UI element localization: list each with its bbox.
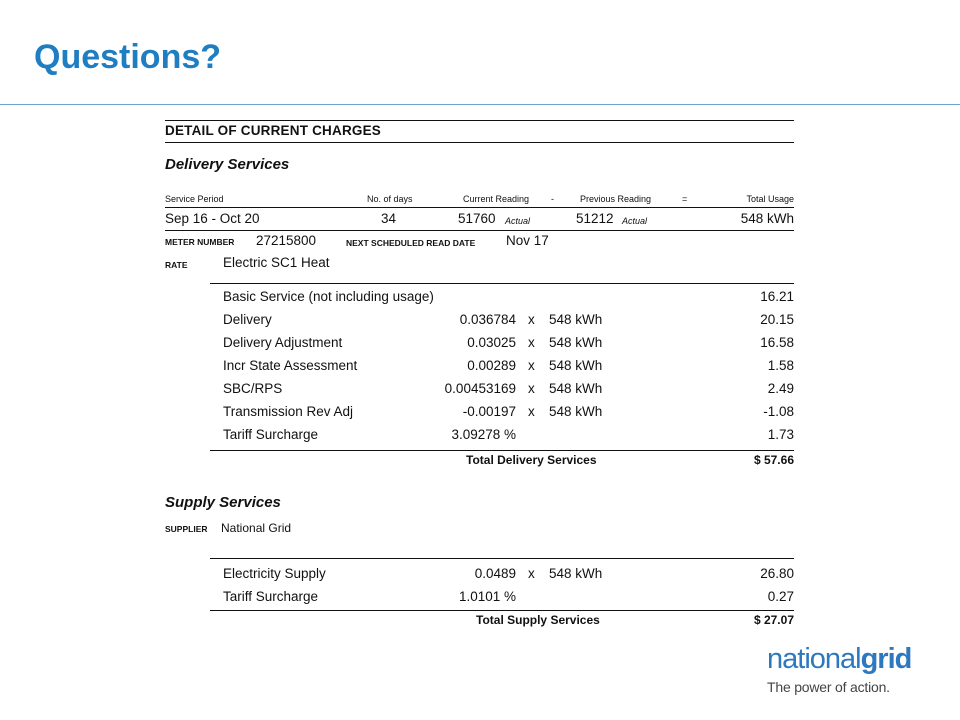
col-service-period: Service Period xyxy=(165,194,224,204)
column-header-rule xyxy=(165,207,794,208)
charge-description: Tariff Surcharge xyxy=(223,427,319,442)
charge-row xyxy=(210,335,794,357)
charge-amount: -1.08 xyxy=(763,404,794,419)
charge-quantity: 548 kWh xyxy=(549,358,603,373)
period-rule xyxy=(165,230,794,231)
supply-total-value: $ 27.07 xyxy=(753,613,794,627)
col-days: No. of days xyxy=(367,194,413,204)
charge-multiplier: x xyxy=(528,566,535,581)
next-read-value: Nov 17 xyxy=(506,233,549,248)
charge-rate: 1.0101 % xyxy=(458,589,516,604)
charge-multiplier: x xyxy=(528,312,535,327)
charge-rate: 0.036784 xyxy=(459,312,516,327)
delivery-section-title: Delivery Services xyxy=(165,156,290,173)
previous-reading-value: 51212 xyxy=(576,211,614,226)
rate-label: RATE xyxy=(165,260,188,270)
supplier-value: National Grid xyxy=(221,521,292,535)
delivery-total-value: $ 57.66 xyxy=(753,453,794,467)
supply-total-label: Total Supply Services xyxy=(476,613,600,627)
delivery-charges-rule-top xyxy=(210,283,794,284)
charge-description: Transmission Rev Adj xyxy=(223,404,354,419)
current-reading-type: Actual xyxy=(505,216,531,226)
charge-amount: 26.80 xyxy=(760,566,794,581)
charge-description: Basic Service (not including usage) xyxy=(223,289,434,304)
charge-amount: 1.58 xyxy=(767,358,794,373)
logo-word-bold: grid xyxy=(860,643,912,675)
next-read-label: NEXT SCHEDULED READ DATE xyxy=(346,238,476,248)
col-current-reading: Current Reading xyxy=(463,194,530,204)
charge-row xyxy=(210,312,794,334)
delivery-charges-rule-bottom xyxy=(210,450,794,451)
bill-header: DETAIL OF CURRENT CHARGES xyxy=(165,123,382,138)
current-reading-value: 51760 xyxy=(458,211,496,226)
header-rule-bottom xyxy=(165,142,794,143)
supply-section-title: Supply Services xyxy=(165,494,281,511)
charge-amount: 1.73 xyxy=(767,427,794,442)
charge-quantity: 548 kWh xyxy=(549,404,603,419)
charge-amount: 16.21 xyxy=(760,289,794,304)
charge-quantity: 548 kWh xyxy=(549,566,603,581)
charge-multiplier: x xyxy=(528,335,535,350)
meter-number-label: METER NUMBER xyxy=(165,237,235,247)
charge-description: Incr State Assessment xyxy=(223,358,358,373)
charge-row xyxy=(210,404,794,426)
charge-amount: 2.49 xyxy=(767,381,794,396)
supplier-label: SUPPLIER xyxy=(165,524,208,534)
logo-tagline: The power of action. xyxy=(767,679,890,695)
title-divider xyxy=(0,104,960,105)
national-grid-logo xyxy=(767,645,937,695)
charge-description: SBC/RPS xyxy=(223,381,283,396)
col-previous-reading: Previous Reading xyxy=(580,194,652,204)
number-of-days: 34 xyxy=(381,211,397,226)
charge-rate: -0.00197 xyxy=(462,404,516,419)
page-title: Questions? xyxy=(34,38,222,76)
charge-amount: 20.15 xyxy=(760,312,794,327)
charge-quantity: 548 kWh xyxy=(549,312,603,327)
charge-row xyxy=(210,589,794,611)
delivery-total-label: Total Delivery Services xyxy=(466,453,597,467)
charge-multiplier: x xyxy=(528,381,535,396)
charge-row xyxy=(210,289,794,311)
charge-amount: 16.58 xyxy=(760,335,794,350)
charge-row xyxy=(210,381,794,403)
charge-description: Delivery xyxy=(223,312,272,327)
meter-number-value: 27215800 xyxy=(256,233,317,248)
logo-wordmark xyxy=(767,645,937,674)
charge-rate: 0.00289 xyxy=(467,358,516,373)
charge-description: Electricity Supply xyxy=(223,566,326,581)
service-period-dates: Sep 16 - Oct 20 xyxy=(165,211,260,226)
charge-row xyxy=(210,427,794,449)
charge-description: Delivery Adjustment xyxy=(223,335,343,350)
charge-row xyxy=(210,566,794,588)
total-usage-value: 548 kWh xyxy=(740,211,794,226)
charge-multiplier: x xyxy=(528,358,535,373)
previous-reading-type: Actual xyxy=(622,216,648,226)
charge-rate: 3.09278 % xyxy=(451,427,516,442)
charge-quantity: 548 kWh xyxy=(549,335,603,350)
charge-rate: 0.0489 xyxy=(474,566,516,581)
charge-row xyxy=(210,358,794,380)
charge-description: Tariff Surcharge xyxy=(223,589,319,604)
supply-charges-rule-bottom xyxy=(210,610,794,611)
charge-amount: 0.27 xyxy=(767,589,794,604)
supply-charges-rule-top xyxy=(210,558,794,559)
col-equals: = xyxy=(682,194,688,204)
charge-rate: 0.03025 xyxy=(467,335,516,350)
charge-quantity: 548 kWh xyxy=(549,381,603,396)
col-dash: - xyxy=(551,194,554,204)
col-total-usage: Total Usage xyxy=(746,194,794,204)
logo-word-light: national xyxy=(767,643,861,675)
charge-rate: 0.00453169 xyxy=(444,381,516,396)
rate-value: Electric SC1 Heat xyxy=(223,255,330,270)
charge-multiplier: x xyxy=(528,404,535,419)
